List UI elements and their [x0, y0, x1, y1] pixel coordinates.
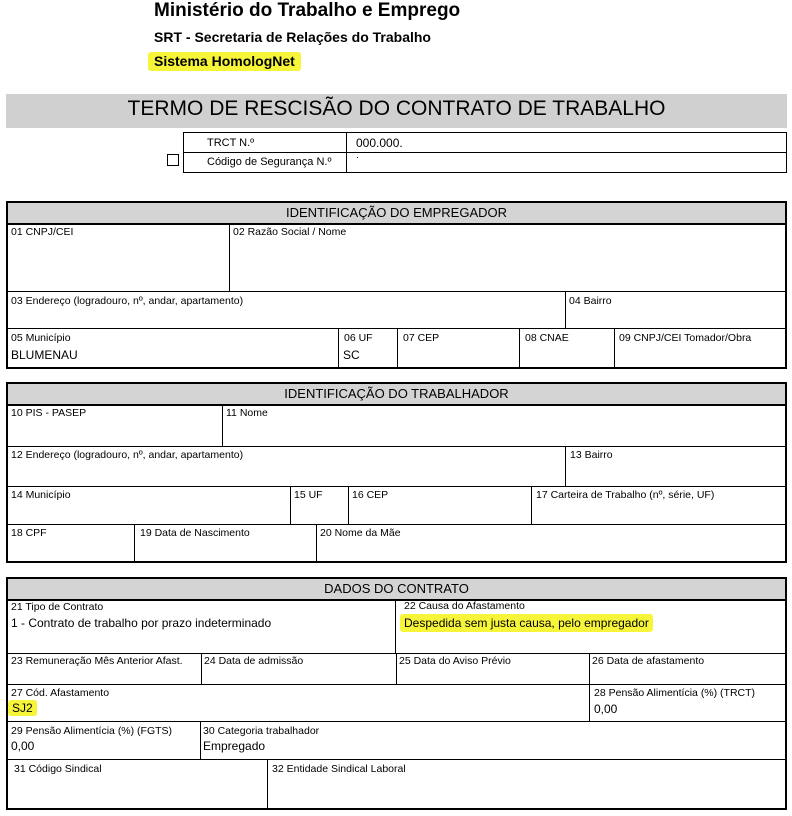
worker-cep-label: 16 CEP — [352, 489, 389, 501]
union-code-label: 31 Código Sindical — [14, 763, 102, 775]
contract-section-title: DADOS DO CONTRATO — [8, 579, 785, 601]
worker-ctps-label: 17 Carteira de Trabalho (nº, série, UF) — [536, 489, 715, 501]
termination-cause-value: Despedida sem justa causa, pelo empregador — [400, 614, 653, 632]
employer-cnpj-label: 01 CNPJ/CEI — [11, 226, 74, 238]
worker-name-label: 11 Nome — [226, 407, 268, 419]
alimony-fgts-label: 29 Pensão Alimentícia (%) (FGTS) — [11, 725, 173, 737]
contract-type-value: 1 - Contrato de trabalho por prazo indeterminado — [11, 616, 272, 630]
secretariat-title: SRT - Secretaria de Relações do Trabalho — [154, 29, 431, 45]
employer-section-title: IDENTIFICAÇÃO DO EMPREGADOR — [8, 203, 785, 225]
admission-date-label: 24 Data de admissão — [204, 655, 304, 667]
employer-district-label: 04 Bairro — [569, 295, 612, 307]
notice-date-label: 25 Data do Aviso Prévio — [399, 655, 511, 667]
leave-date-label: 26 Data de afastamento — [592, 655, 705, 667]
employer-state-value: SC — [343, 348, 360, 362]
trct-checkbox[interactable] — [167, 154, 179, 166]
contract-type-label: 21 Tipo de Contrato — [11, 601, 104, 613]
worker-cpf-label: 18 CPF — [11, 527, 47, 539]
trct-box — [183, 132, 787, 173]
ministry-title: Ministério do Trabalho e Emprego — [154, 0, 461, 21]
worker-pis-label: 10 PIS - PASEP — [11, 407, 87, 419]
worker-mother-name-label: 20 Nome da Mãe — [320, 527, 401, 539]
worker-birthdate-label: 19 Data de Nascimento — [140, 527, 250, 539]
employer-cep-label: 07 CEP — [403, 332, 440, 344]
worker-section-title: IDENTIFICAÇÃO DO TRABALHADOR — [8, 384, 785, 406]
worker-address-label: 12 Endereço (logradouro, nº, andar, apartamento) — [11, 449, 244, 461]
system-name: Sistema HomologNet — [148, 52, 301, 71]
alimony-fgts-value: 0,00 — [11, 739, 35, 753]
security-code-value: . — [356, 150, 359, 161]
worker-district-label: 13 Bairro — [570, 449, 613, 461]
document-title — [6, 94, 787, 128]
worker-category-label: 30 Categoria trabalhador — [203, 725, 320, 737]
worker-category-value: Empregado — [203, 739, 266, 753]
contract-section — [6, 577, 787, 810]
worker-section — [6, 382, 787, 563]
worker-city-label: 14 Município — [11, 489, 71, 501]
trct-number-value: 000.000. — [356, 136, 403, 150]
leave-code-label: 27 Cód. Afastamento — [11, 687, 110, 699]
leave-code-value: SJ2 — [8, 700, 37, 716]
security-code-label: Código de Segurança N.º — [207, 156, 332, 168]
employer-city-label: 05 Município — [11, 332, 71, 344]
worker-state-label: 15 UF — [294, 489, 323, 501]
employer-address-label: 03 Endereço (logradouro, nº, andar, apartamento) — [11, 295, 244, 307]
trct-number-label: TRCT N.º — [207, 137, 255, 149]
employer-tomador-label: 09 CNPJ/CEI Tomador/Obra — [619, 332, 752, 344]
employer-cnae-label: 08 CNAE — [525, 332, 569, 344]
last-salary-label: 23 Remuneração Mês Anterior Afast. — [11, 655, 183, 667]
termination-cause-label: 22 Causa do Afastamento — [404, 600, 525, 612]
union-entity-label: 32 Entidade Sindical Laboral — [272, 763, 406, 775]
employer-section — [6, 201, 787, 369]
employer-city-value: BLUMENAU — [11, 348, 78, 362]
alimony-trct-label: 28 Pensão Alimentícia (%) (TRCT) — [594, 687, 756, 699]
employer-state-label: 06 UF — [344, 332, 373, 344]
document-title-text: TERMO DE RESCISÃO DO CONTRATO DE TRABALHO — [127, 97, 666, 120]
alimony-trct-value: 0,00 — [594, 702, 618, 716]
employer-name-label: 02 Razão Social / Nome — [233, 226, 347, 238]
